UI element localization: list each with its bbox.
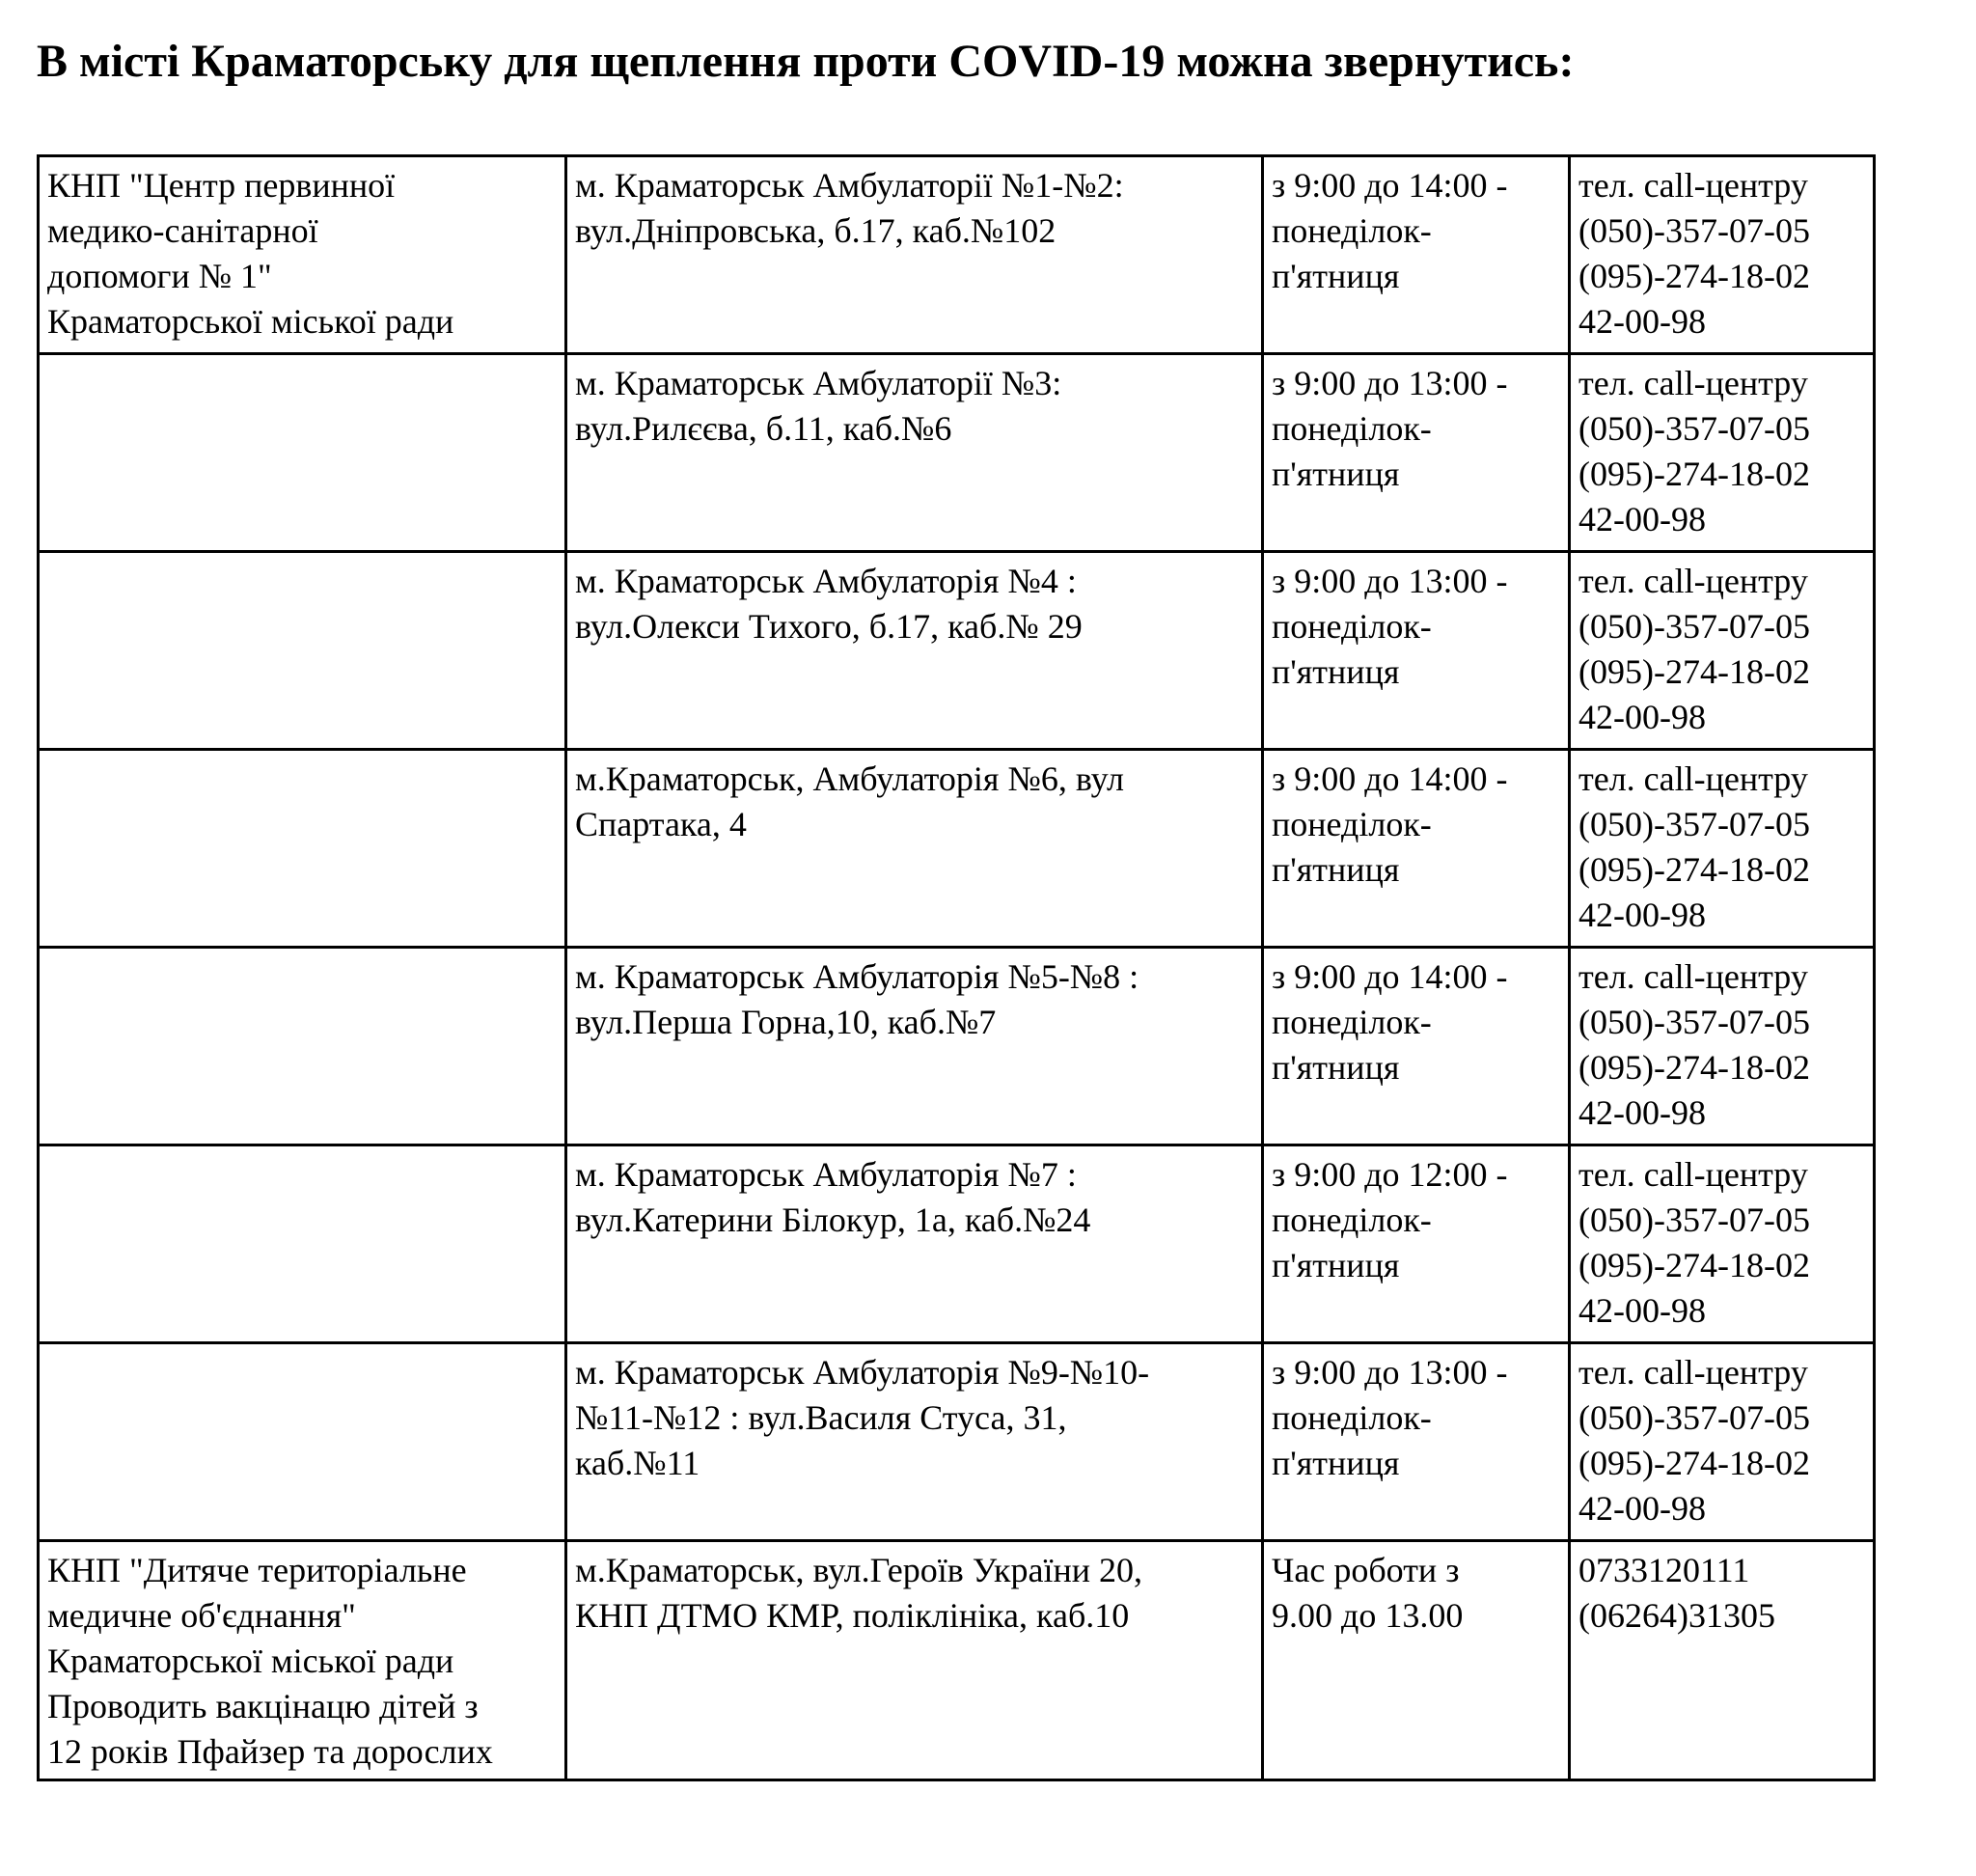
- phones-line: тел. call-центру: [1578, 1155, 1808, 1194]
- address-line: вул.Рилєєва, б.11, каб.№6: [575, 409, 952, 448]
- phones-line: (095)-274-18-02: [1578, 1048, 1810, 1087]
- phones-line: 42-00-98: [1578, 896, 1706, 934]
- hours-line: п'ятниця: [1272, 1444, 1400, 1482]
- phones-line: (095)-274-18-02: [1578, 455, 1810, 493]
- phones-line: тел. call-центру: [1578, 562, 1808, 600]
- hours-line: понеділок-: [1272, 607, 1432, 646]
- address-line: каб.№11: [575, 1444, 700, 1482]
- hours-cell: [1263, 1343, 1570, 1541]
- phones-cell: [1570, 552, 1875, 750]
- address-line: вул.Перша Горна,10, каб.№7: [575, 1003, 997, 1041]
- phones-line: 42-00-98: [1578, 1291, 1706, 1330]
- phones-line: (050)-357-07-05: [1578, 1200, 1810, 1239]
- hours-line: Час роботи з: [1272, 1551, 1460, 1589]
- phones-cell: [1570, 750, 1875, 948]
- phones-cell: [1570, 156, 1875, 354]
- phones-line: (050)-357-07-05: [1578, 805, 1810, 843]
- page-title: В місті Краматорську для щеплення проти COVID-19 можна звернутись:: [37, 36, 1575, 87]
- address-line: м. Краматорськ Амбулаторія №7 :: [575, 1155, 1077, 1194]
- hours-cell: [1263, 948, 1570, 1145]
- hours-line: з 9:00 до 13:00 -: [1272, 1353, 1508, 1392]
- hours-cell: [1263, 552, 1570, 750]
- table-row: [39, 1343, 1875, 1541]
- address-line: м. Краматорськ Амбулаторії №1-№2:: [575, 166, 1124, 205]
- phones-cell: [1570, 1343, 1875, 1541]
- hours-line: понеділок-: [1272, 1398, 1432, 1437]
- phones-cell: [1570, 948, 1875, 1145]
- address-line: м. Краматорськ Амбулаторія №5-№8 :: [575, 957, 1139, 996]
- hours-line: з 9:00 до 12:00 -: [1272, 1155, 1508, 1194]
- hours-line: п'ятниця: [1272, 1048, 1400, 1087]
- table-row: [39, 552, 1875, 750]
- organization-cell: [39, 948, 566, 1145]
- organization-line: Краматорської міської ради: [47, 302, 454, 341]
- address-line: Спартака, 4: [575, 805, 747, 843]
- address-cell: [566, 156, 1263, 354]
- hours-cell: [1263, 1145, 1570, 1343]
- phones-line: 42-00-98: [1578, 1093, 1706, 1132]
- address-cell: [566, 1343, 1263, 1541]
- hours-line: з 9:00 до 14:00 -: [1272, 759, 1508, 798]
- phones-cell: [1570, 1145, 1875, 1343]
- hours-line: з 9:00 до 14:00 -: [1272, 957, 1508, 996]
- phones-line: тел. call-центру: [1578, 166, 1808, 205]
- phones-line: 42-00-98: [1578, 302, 1706, 341]
- phones-line: (095)-274-18-02: [1578, 652, 1810, 691]
- phones-cell: [1570, 1541, 1875, 1780]
- organization-line: КНП "Дитяче територіальне: [47, 1551, 467, 1589]
- hours-line: понеділок-: [1272, 1200, 1432, 1239]
- phones-line: (050)-357-07-05: [1578, 409, 1810, 448]
- phones-line: 42-00-98: [1578, 1489, 1706, 1528]
- phones-line: тел. call-центру: [1578, 957, 1808, 996]
- hours-line: п'ятниця: [1272, 455, 1400, 493]
- organization-cell: [39, 750, 566, 948]
- hours-line: з 9:00 до 14:00 -: [1272, 166, 1508, 205]
- phones-line: (095)-274-18-02: [1578, 257, 1810, 295]
- table-row: [39, 156, 1875, 354]
- organization-line: 12 років Пфайзер та дорослих: [47, 1732, 493, 1771]
- vaccination-points-table: [37, 154, 1876, 1781]
- address-line: м. Краматорськ Амбулаторія №9-№10-: [575, 1353, 1150, 1392]
- table-row: [39, 1541, 1875, 1780]
- address-cell: [566, 1145, 1263, 1343]
- phones-line: 0733120111: [1578, 1551, 1750, 1589]
- hours-line: п'ятниця: [1272, 850, 1400, 889]
- hours-cell: [1263, 750, 1570, 948]
- phones-line: (095)-274-18-02: [1578, 1246, 1810, 1284]
- hours-line: понеділок-: [1272, 805, 1432, 843]
- hours-line: п'ятниця: [1272, 257, 1400, 295]
- address-line: м. Краматорськ Амбулаторії №3:: [575, 364, 1062, 402]
- hours-line: з 9:00 до 13:00 -: [1272, 562, 1508, 600]
- hours-cell: [1263, 354, 1570, 552]
- organization-line: Проводить вакцінацю дітей з: [47, 1687, 479, 1725]
- hours-line: п'ятниця: [1272, 1246, 1400, 1284]
- address-cell: [566, 948, 1263, 1145]
- phones-line: (050)-357-07-05: [1578, 607, 1810, 646]
- hours-cell: [1263, 156, 1570, 354]
- phones-line: (095)-274-18-02: [1578, 850, 1810, 889]
- hours-line: 9.00 до 13.00: [1272, 1596, 1464, 1635]
- phones-line: тел. call-центру: [1578, 364, 1808, 402]
- phones-line: (050)-357-07-05: [1578, 1398, 1810, 1437]
- organization-cell: [39, 156, 566, 354]
- address-line: м.Краматорськ, вул.Героїв України 20,: [575, 1551, 1143, 1589]
- address-line: вул.Олекси Тихого, б.17, каб.№ 29: [575, 607, 1083, 646]
- address-cell: [566, 552, 1263, 750]
- address-line: вул.Катерини Білокур, 1а, каб.№24: [575, 1200, 1091, 1239]
- phones-line: (06264)31305: [1578, 1596, 1775, 1635]
- table-row: [39, 1145, 1875, 1343]
- address-cell: [566, 750, 1263, 948]
- organization-cell: [39, 1541, 566, 1780]
- address-cell: [566, 1541, 1263, 1780]
- organization-line: Краматорської міської ради: [47, 1642, 454, 1680]
- organization-cell: [39, 1343, 566, 1541]
- phones-line: 42-00-98: [1578, 698, 1706, 736]
- address-line: №11-№12 : вул.Василя Стуса, 31,: [575, 1398, 1067, 1437]
- phones-line: (050)-357-07-05: [1578, 211, 1810, 250]
- organization-cell: [39, 552, 566, 750]
- organization-line: допомоги № 1": [47, 257, 272, 295]
- address-line: КНП ДТМО КМР, поліклініка, каб.10: [575, 1596, 1130, 1635]
- phones-line: (095)-274-18-02: [1578, 1444, 1810, 1482]
- organization-line: КНП "Центр первинної: [47, 166, 396, 205]
- phones-line: тел. call-центру: [1578, 1353, 1808, 1392]
- table-row: [39, 750, 1875, 948]
- address-line: вул.Дніпровська, б.17, каб.№102: [575, 211, 1057, 250]
- organization-cell: [39, 1145, 566, 1343]
- hours-line: понеділок-: [1272, 409, 1432, 448]
- phones-line: тел. call-центру: [1578, 759, 1808, 798]
- organization-line: медичне об'єднання": [47, 1596, 356, 1635]
- hours-line: понеділок-: [1272, 1003, 1432, 1041]
- address-cell: [566, 354, 1263, 552]
- table-row: [39, 948, 1875, 1145]
- hours-line: п'ятниця: [1272, 652, 1400, 691]
- phones-cell: [1570, 354, 1875, 552]
- phones-line: (050)-357-07-05: [1578, 1003, 1810, 1041]
- hours-line: понеділок-: [1272, 211, 1432, 250]
- address-line: м. Краматорськ Амбулаторія №4 :: [575, 562, 1077, 600]
- address-line: м.Краматорськ, Амбулаторія №6, вул: [575, 759, 1124, 798]
- organization-line: медико-санітарної: [47, 211, 318, 250]
- hours-line: з 9:00 до 13:00 -: [1272, 364, 1508, 402]
- phones-line: 42-00-98: [1578, 500, 1706, 538]
- organization-cell: [39, 354, 566, 552]
- hours-cell: [1263, 1541, 1570, 1780]
- table-row: [39, 354, 1875, 552]
